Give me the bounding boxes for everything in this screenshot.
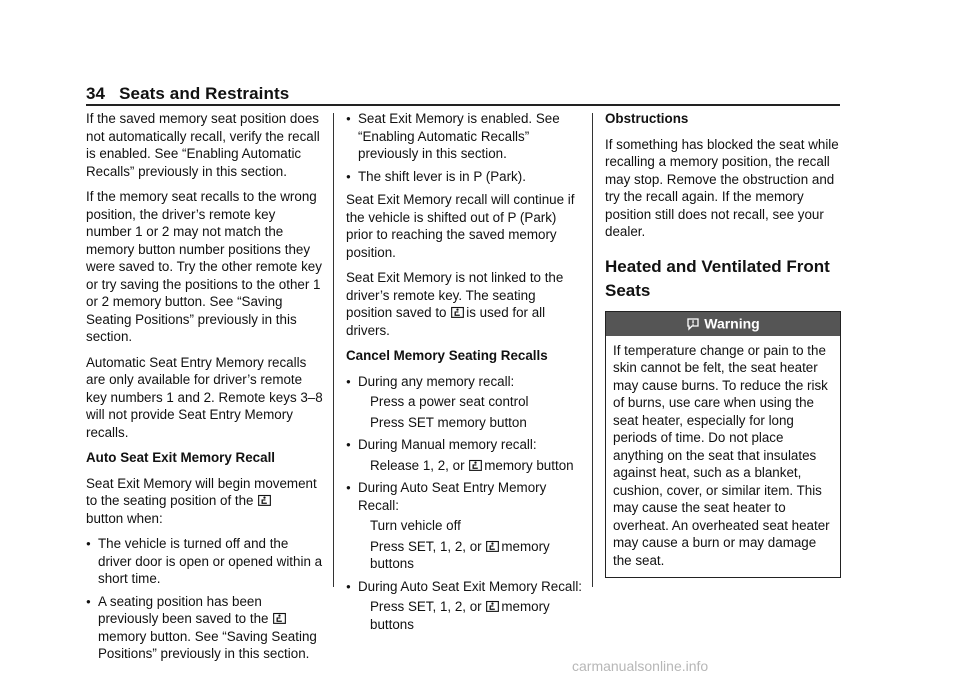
column-divider (333, 113, 334, 587)
paragraph: If the saved memory seat position does not automatically recall, verify the recall is enabled. See “Enabling Automatic Recalls” previously in this section. (86, 111, 320, 179)
warning-title: Warning (704, 315, 760, 332)
subheading-cancel-recalls: Cancel Memory Seating Recalls (346, 348, 548, 363)
seat-memory-icon (469, 458, 482, 471)
sub-step: Press SET, 1, 2, or memory buttons (370, 538, 550, 571)
column-2 (346, 110, 582, 639)
warning-icon (686, 317, 700, 331)
subheading-obstructions: Obstructions (605, 111, 689, 126)
warning-text: If temperature change or pain to the skin cannot be felt, the seat heater may cause burns. To reduce the risk of burns, use care when using the seat heater, especially for long periods of time. Do not place anything on the seat that insulates against heat, such as a blanket, cushion, cover, or similar item. This may cause the seat heater to overheat. An overheated seat heater may cause a burn or may damage the seat. (613, 342, 830, 568)
bullet-list (346, 110, 582, 185)
list-item: ● During Manual memory recall: Release 1, 2, or memory button (346, 436, 582, 474)
page-number: 34 (86, 84, 106, 103)
paragraph: If the memory seat recalls to the wrong position, the driver’s remote key number 1 or 2 may not match the memory button number positions they were saved to. Try the other remote key or try saving the positions to the other 1 or 2 memory button. See “Saving Seating Positions” previously in this section. (86, 189, 322, 344)
list-item: ● During Auto Seat Exit Memory Recall: Press SET, 1, 2, or memory buttons (346, 578, 582, 634)
sub-step: Release 1, 2, or memory button (370, 457, 574, 473)
paragraph: Seat Exit Memory is not linked to the driver’s remote key. The seating position saved to is used for all drivers. (346, 270, 564, 338)
list-item: ● The vehicle is turned off and the driver door is open or opened within a short time. (86, 535, 324, 588)
section-heading: Heated and Ventilated Front Seats (605, 256, 830, 300)
list-item: ● During Auto Seat Entry Memory Recall: Turn vehicle off Press SET, 1, 2, or memory buttons (346, 479, 582, 573)
paragraph: If something has blocked the seat while recalling a memory position, the recall may stop. Remove the obstruction and try the recall again. If the memory position still does not recall, see your dealer. (605, 136, 839, 239)
paragraph: Automatic Seat Entry Memory recalls are only available for driver’s remote key numbers 1 and 2. Remote keys 3–8 will not provide Seat Entry Memory recalls. (86, 354, 323, 440)
sub-step: Press SET, 1, 2, or memory buttons (370, 599, 550, 632)
column-3 (605, 110, 841, 578)
subheading-auto-seat-exit: Auto Seat Exit Memory Recall (86, 450, 276, 465)
bullet-list (346, 373, 582, 634)
sub-step: Press SET memory button (370, 414, 527, 430)
seat-memory-icon (486, 539, 499, 552)
list-item: ● The shift lever is in P (Park). (346, 168, 582, 186)
paragraph: Seat Exit Memory will begin movement to the seating position of the button when: (86, 475, 317, 526)
sub-step: Press a power seat control (370, 394, 529, 409)
seat-memory-icon (486, 599, 499, 612)
warning-header (606, 312, 840, 336)
list-item: ● Seat Exit Memory is enabled. See “Enabling Automatic Recalls” previously in this section. (346, 110, 582, 163)
bullet-list (86, 535, 324, 663)
sub-step: Turn vehicle off (370, 518, 461, 533)
paragraph: Seat Exit Memory recall will continue if the vehicle is shifted out of P (Park) prior to reaching the saved memory position. (346, 192, 575, 260)
list-item: ● During any memory recall: Press a power seat control Press SET memory button (346, 373, 582, 432)
list-item: ● A seating position has been previously been saved to the memory button. See “Saving Seating Positions” previously in this section. (86, 593, 324, 663)
watermark: carmanualsonline.info (572, 658, 709, 674)
seat-memory-icon (451, 305, 464, 318)
column-divider (592, 113, 593, 587)
section-title: Seats and Restraints (119, 84, 290, 103)
header-rule (86, 104, 840, 106)
warning-box (605, 311, 841, 579)
seat-memory-icon (273, 611, 286, 624)
seat-memory-icon (258, 493, 271, 506)
column-1 (86, 110, 324, 669)
page-header (86, 84, 289, 104)
